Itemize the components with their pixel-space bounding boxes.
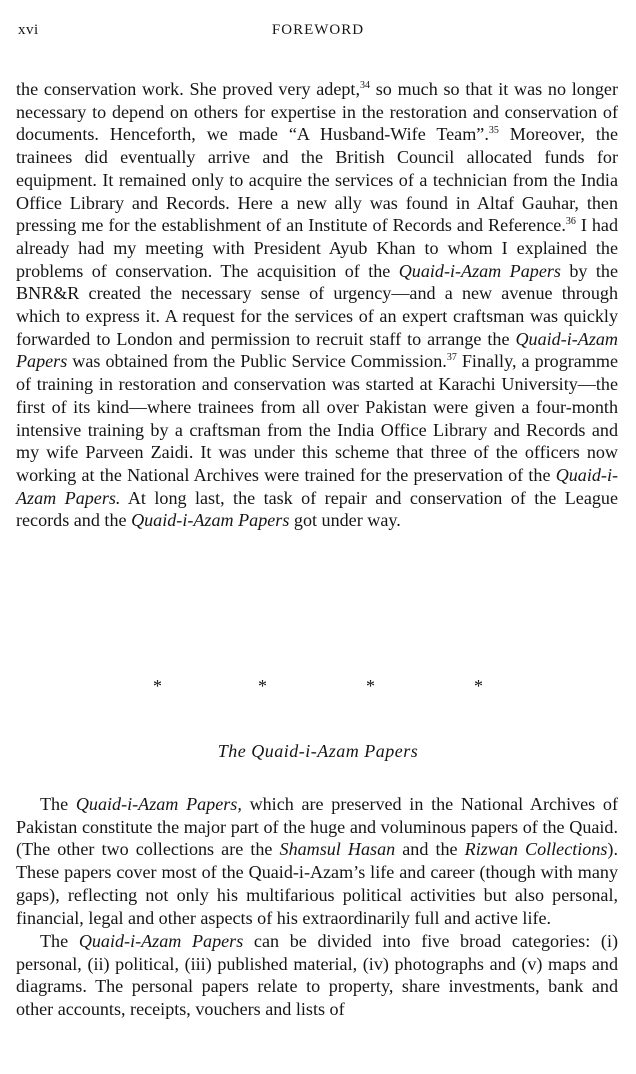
text-run: by the BNR&R created the necessary sense of urgency—and a new avenue through which to express it. A request for the services of an expert craftsman was quickly forwarded to London and permission to recruit staff to arrange the xyxy=(16,260,618,349)
italic-title: Quaid-i-Azam Papers xyxy=(78,931,244,951)
paragraph-papers-overview xyxy=(16,793,618,929)
footnote-ref-36: 36 xyxy=(565,216,576,228)
text-run: Moreover, the trainees did eventually arrive and the British Council allocated funds for equipment. It remained only to acquire the services of a technician from the India Office Library and Records. Here a new ally was found in Altaf Gauhar, then pressing me for the establishment of an Institute of Records and Reference. xyxy=(16,124,618,236)
text-run: ). These papers cover most of the Quaid-i-Azam’s life and career (though with many gaps), reflecting not only his multifarious political activities but also personal, financial, legal and other aspects of his extraordinarily full and active life. xyxy=(16,839,618,928)
separator-star: * xyxy=(366,676,375,696)
separator-star: * xyxy=(474,676,483,696)
text-run: the conservation work. She proved very adept, xyxy=(16,79,360,99)
section-heading: The Quaid-i-Azam Papers xyxy=(217,741,419,761)
separator-star: * xyxy=(258,676,267,696)
text-run: and the xyxy=(395,839,465,860)
text-run: At long last, the task of repair and conservation of the League records and the xyxy=(16,487,618,531)
italic-title: Quaid-i-Azam Papers xyxy=(16,328,618,372)
italic-title: Quaid-i-Azam Papers xyxy=(398,260,561,281)
text-run: I had already had my meeting with President Ayub Khan to whom I explained the problems of conservation. The acquisition of the xyxy=(16,215,619,281)
footnote-ref-35: 35 xyxy=(488,125,499,137)
text-run: The xyxy=(40,794,76,814)
text-run: The xyxy=(40,931,79,951)
section-separator xyxy=(0,676,636,696)
paragraph-conservation xyxy=(16,78,618,532)
text-run: which are preserved in the National Archives of Pakistan constitute the major part of the huge and voluminous papers of the Quaid. (The other two collections are the xyxy=(16,794,618,860)
italic-title: Quaid-i-Azam Papers xyxy=(131,510,290,531)
separator-star: * xyxy=(153,676,162,696)
italic-title: Quaid-i-Azam Papers. xyxy=(16,464,618,508)
text-run: Finally, a programme of training in restoration and conservation was started at Karachi University—the first of its kind—where trainees from all over Pakistan were given a four-month intensive training by a craftsman from the India Office Library and Records and my wife Parveen Zaidi. It was under this scheme that three of the officers now working at the National Archives were trained for the preservation of the xyxy=(16,351,618,485)
italic-title: Quaid-i-Azam Papers, xyxy=(75,794,242,814)
page-number: xvi xyxy=(18,22,39,38)
text-run: got under way. xyxy=(289,510,401,531)
paragraph-categories xyxy=(16,930,618,1021)
footnote-ref-34: 34 xyxy=(359,79,370,91)
text-run: so much so that it was no longer necessary to depend on others for expertise in the restoration and conservation of documents. Henceforth, we made “A Husband-Wife Team”. xyxy=(16,79,618,145)
italic-title: Rizwan Collections xyxy=(464,839,608,860)
text-run: was obtained from the Public Service Commission. xyxy=(67,351,447,372)
page-header xyxy=(18,22,618,42)
italic-title: Shamsul Hasan xyxy=(279,839,396,860)
text-run: can be divided into five broad categories: (i) personal, (ii) political, (iii) published material, (iv) photographs and (v) maps and diagrams. The personal papers relate to property, share investments, bank and other accounts, receipts, vouchers and lists of xyxy=(16,931,618,1020)
running-title: FOREWORD xyxy=(271,22,365,38)
footnote-ref-37: 37 xyxy=(446,352,457,364)
